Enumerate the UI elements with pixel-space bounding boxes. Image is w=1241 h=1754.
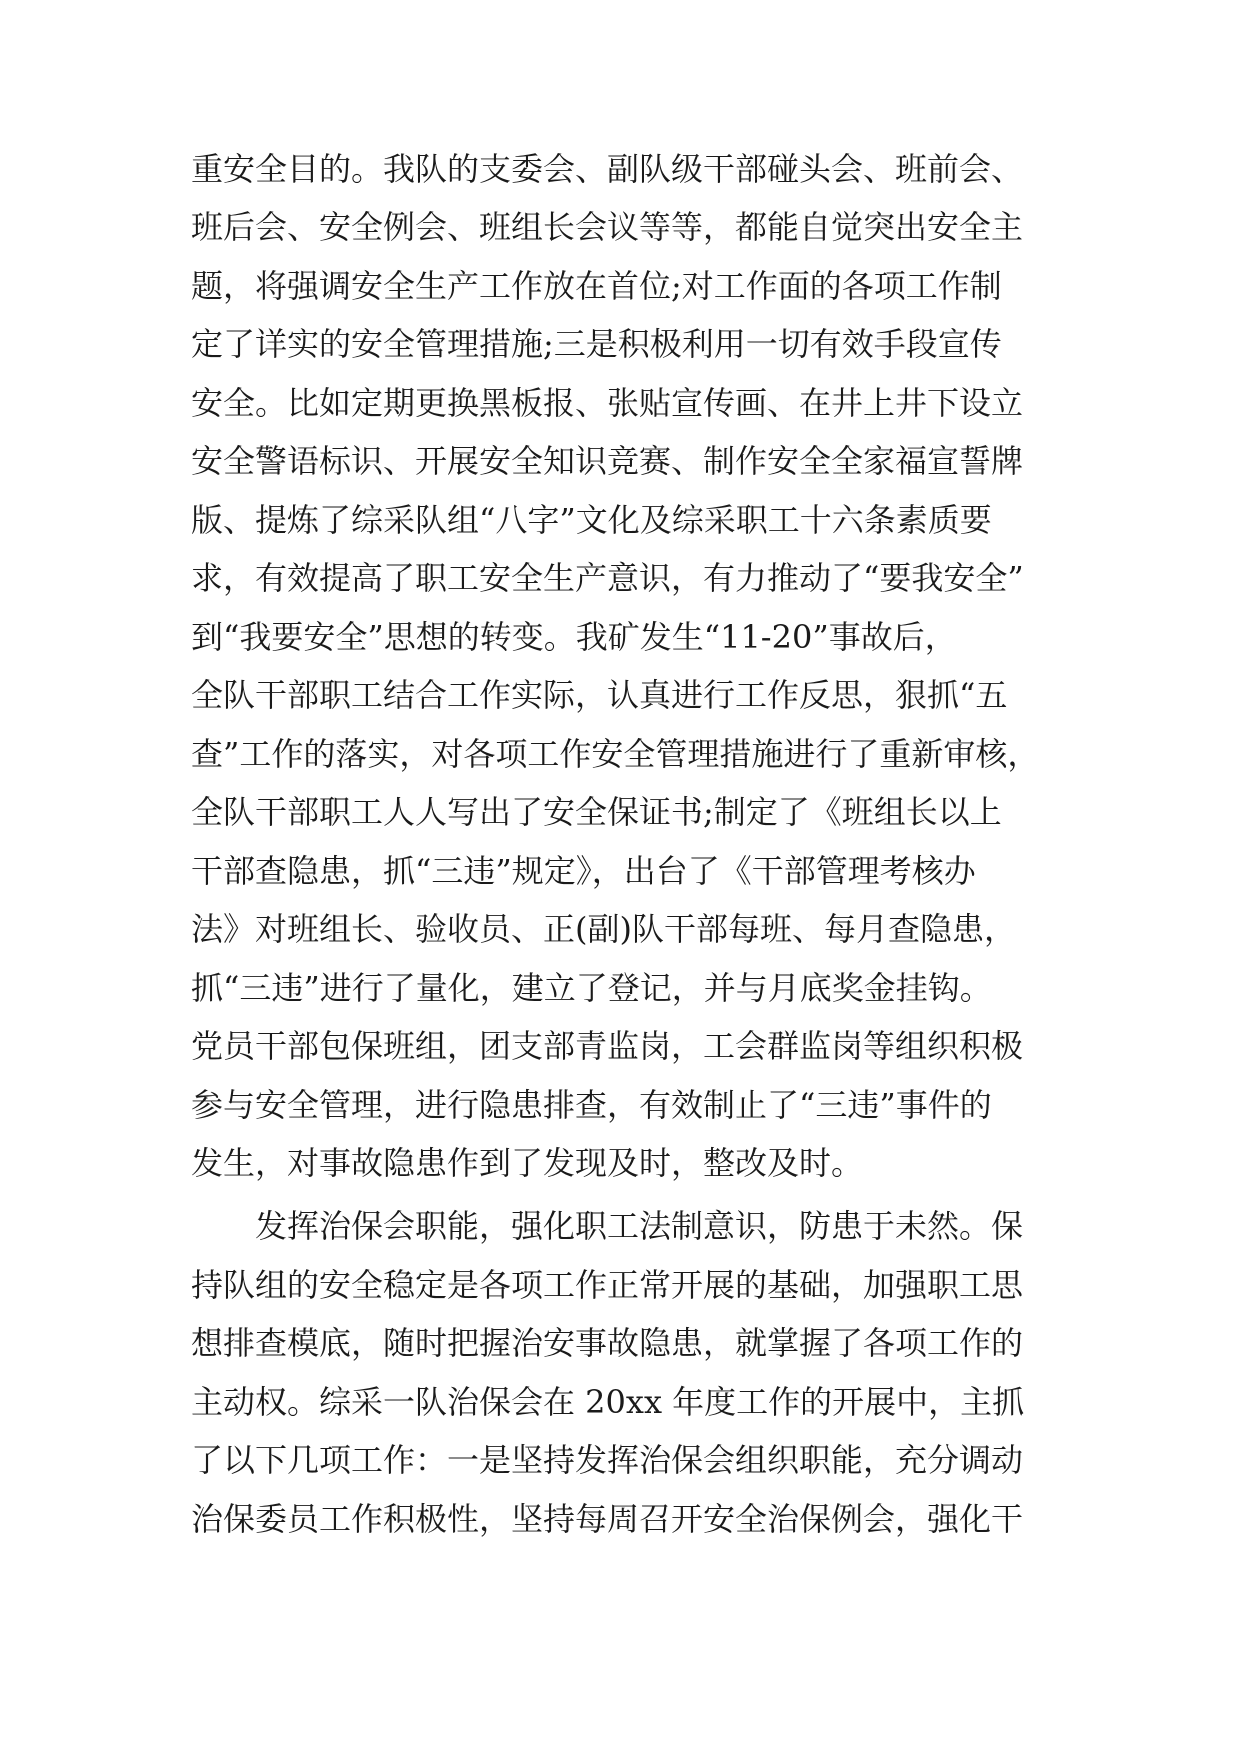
text-line: 班后会、安全例会、班组长会议等等，都能自觉突出安全主 [191,208,1024,246]
text-line: 法》对班组长、验收员、正(副)队干部每班、每月查隐患， [191,910,1016,948]
text-line: 全队干部职工结合工作实际，认真进行工作反思，狠抓“五 [191,676,1008,714]
text-line: 干部查隐患，抓“三违”规定》，出台了《干部管理考核办 [191,852,976,890]
paragraph-first-line: 发挥治保会职能，强化职工法制意识，防患于未然。保 [255,1207,1024,1245]
text-line: 全队干部职工人人写出了安全保证书;制定了《班组长以上 [191,793,1002,831]
text-line: 重安全目的。我队的支委会、副队级干部碰头会、班前会、 [191,150,1024,188]
text-line: 定了详实的安全管理措施;三是积极利用一切有效手段宣传 [191,325,1002,363]
text-line: 了以下几项工作：一是坚持发挥治保会组织职能，充分调动 [191,1441,1024,1479]
text-line: 抓“三违”进行了量化，建立了登记，并与月底奖金挂钩。 [191,969,992,1007]
text-line: 求，有效提高了职工安全生产意识，有力推动了“要我安全” [191,559,1024,597]
text-line: 发生，对事故隐患作到了发现及时，整改及时。 [191,1144,864,1182]
text-line: 主动权。综采一队治保会在 20xx 年度工作的开展中，主抓 [191,1383,1025,1421]
text-line: 持队组的安全稳定是各项工作正常开展的基础，加强职工思 [191,1266,1024,1304]
text-line: 安全警语标识、开展安全知识竞赛、制作安全全家福宣誓牌 [191,442,1024,480]
text-line: 安全。比如定期更换黑板报、张贴宣传画、在井上井下设立 [191,384,1024,422]
text-line: 参与安全管理，进行隐患排查，有效制止了“三违”事件的 [191,1086,992,1124]
text-line: 想排查模底，随时把握治安事故隐患，就掌握了各项工作的 [191,1324,1024,1362]
text-line: 治保委员工作积极性，坚持每周召开安全治保例会，强化干 [191,1500,1024,1538]
text-line: 版、提炼了综采队组“八字”文化及综采职工十六条素质要 [191,501,992,539]
text-line: 查”工作的落实，对各项工作安全管理措施进行了重新审核， [191,735,1040,773]
text-line: 题，将强调安全生产工作放在首位;对工作面的各项工作制 [191,267,1002,305]
text-line: 到“我要安全”思想的转变。我矿发生“11-20”事故后， [191,618,957,656]
text-line: 党员干部包保班组，团支部青监岗，工会群监岗等组织积极 [191,1027,1024,1065]
